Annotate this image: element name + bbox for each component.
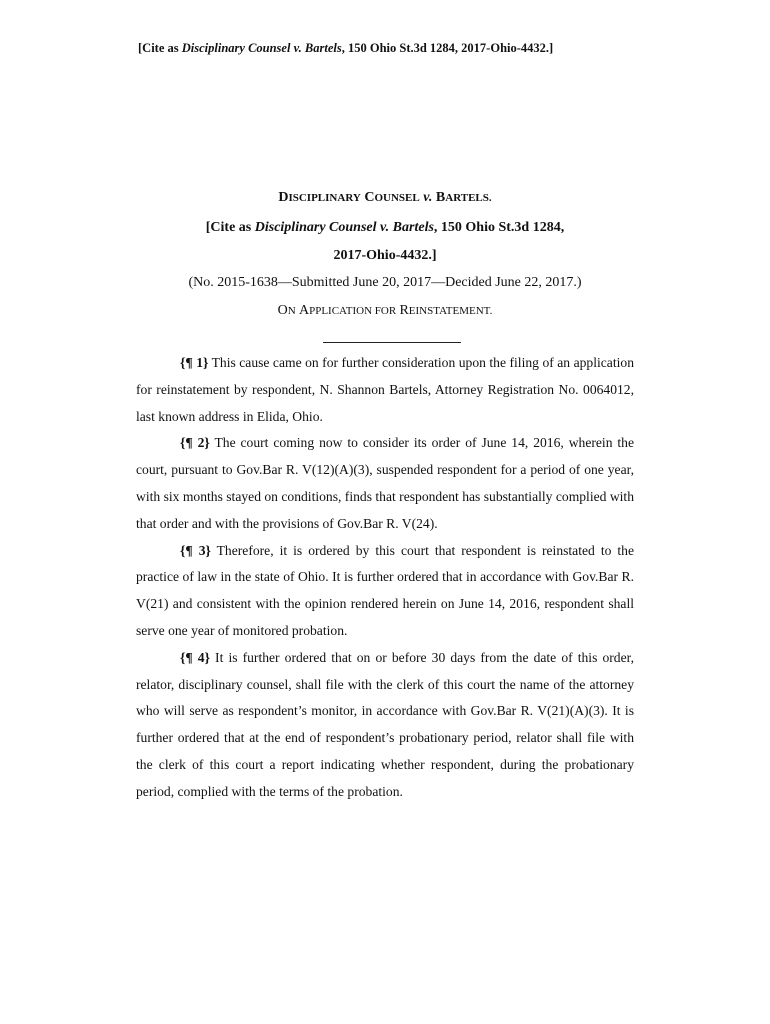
caption-versus: v. [423,190,433,205]
case-caption [0,190,770,206]
docket-line: (No. 2015-1638—Submitted June 20, 2017—Decided June 22, 2017.) [188,275,582,290]
citation-prefix: [Cite as [205,220,255,235]
heading-text: N [287,305,296,317]
caption-initial: B [435,190,446,205]
paragraph-1 [136,350,634,430]
caption-initial: C [364,190,375,205]
running-head-prefix: [Cite as [138,41,182,55]
opinion-body [136,350,634,806]
running-head-suffix: , 150 Ohio St.3d 1284, 2017-Ohio-4432.] [341,41,554,55]
paragraph-text: Therefore, it is ordered by this court that respondent is reinstated to the practice of law in the state of Ohio. It is further ordered that in accordance with Gov.Bar R. V(21) and consistent with the opinion rendered herein on June 14, 2016, respondent shall serve one year of monitored probation. [136,542,635,638]
on-application-heading [0,302,770,319]
caption-text: ISCIPLINARY [288,192,361,204]
running-head [138,41,553,56]
divider-rule [323,342,461,343]
paragraph-2 [136,430,634,537]
paragraph-marker: {¶ 3} [180,542,211,558]
heading-text: EINSTATEMENT. [408,305,493,317]
heading-text: PPLICATION FOR [309,305,397,317]
paragraph-text: The court coming now to consider its order of June 14, 2016, wherein the court, pursuant to Gov.Bar R. V(12)(A)(3), suspended respondent for a period of one year, with six months stayed on conditions, finds that respondent has substantially complied with that order and with the provisions of Gov.Bar R. V(24). [136,435,635,531]
paragraph-marker: {¶ 4} [180,649,210,665]
heading-initial: R [399,303,409,318]
citation-line-1 [0,220,770,236]
citation-line-2: 2017-Ohio-4432.] [333,248,437,263]
caption-text: OUNSEL [374,192,420,204]
heading-initial: O [277,303,288,318]
paragraph-3 [136,538,634,645]
paragraph-4 [136,645,634,806]
paragraph-marker: {¶ 1} [180,355,209,370]
paragraph-text: It is further ordered that on or before 30 days from the date of this order, relator, disciplinary counsel, shall file with the clerk of this court the name of the attorney who will serve as respondent’s monitor, in accordance with Gov.Bar R. V(21)(A)(3). It is further ordered that at the end of respondent’s probationary period, relator shall file with the clerk of this court a report indicating whether respondent, during the probationary period, complied with the terms of the probation. [136,649,634,799]
citation-case-name: Disciplinary Counsel v. Bartels [254,220,434,235]
caption-initial: D [278,190,289,205]
paragraph-text: This cause came on for further consideration upon the filing of an application for reinstatement by respondent, N. Shannon Bartels, Attorney Registration No. 0064012, last known address in Elida, Ohio. [136,355,634,424]
heading-initial: A [298,303,310,318]
caption-text: ARTELS. [445,192,492,204]
paragraph-marker: {¶ 2} [180,435,210,451]
running-head-case-name: Disciplinary Counsel v. Bartels [181,41,342,55]
citation-suffix: , 150 Ohio St.3d 1284, [433,220,565,235]
